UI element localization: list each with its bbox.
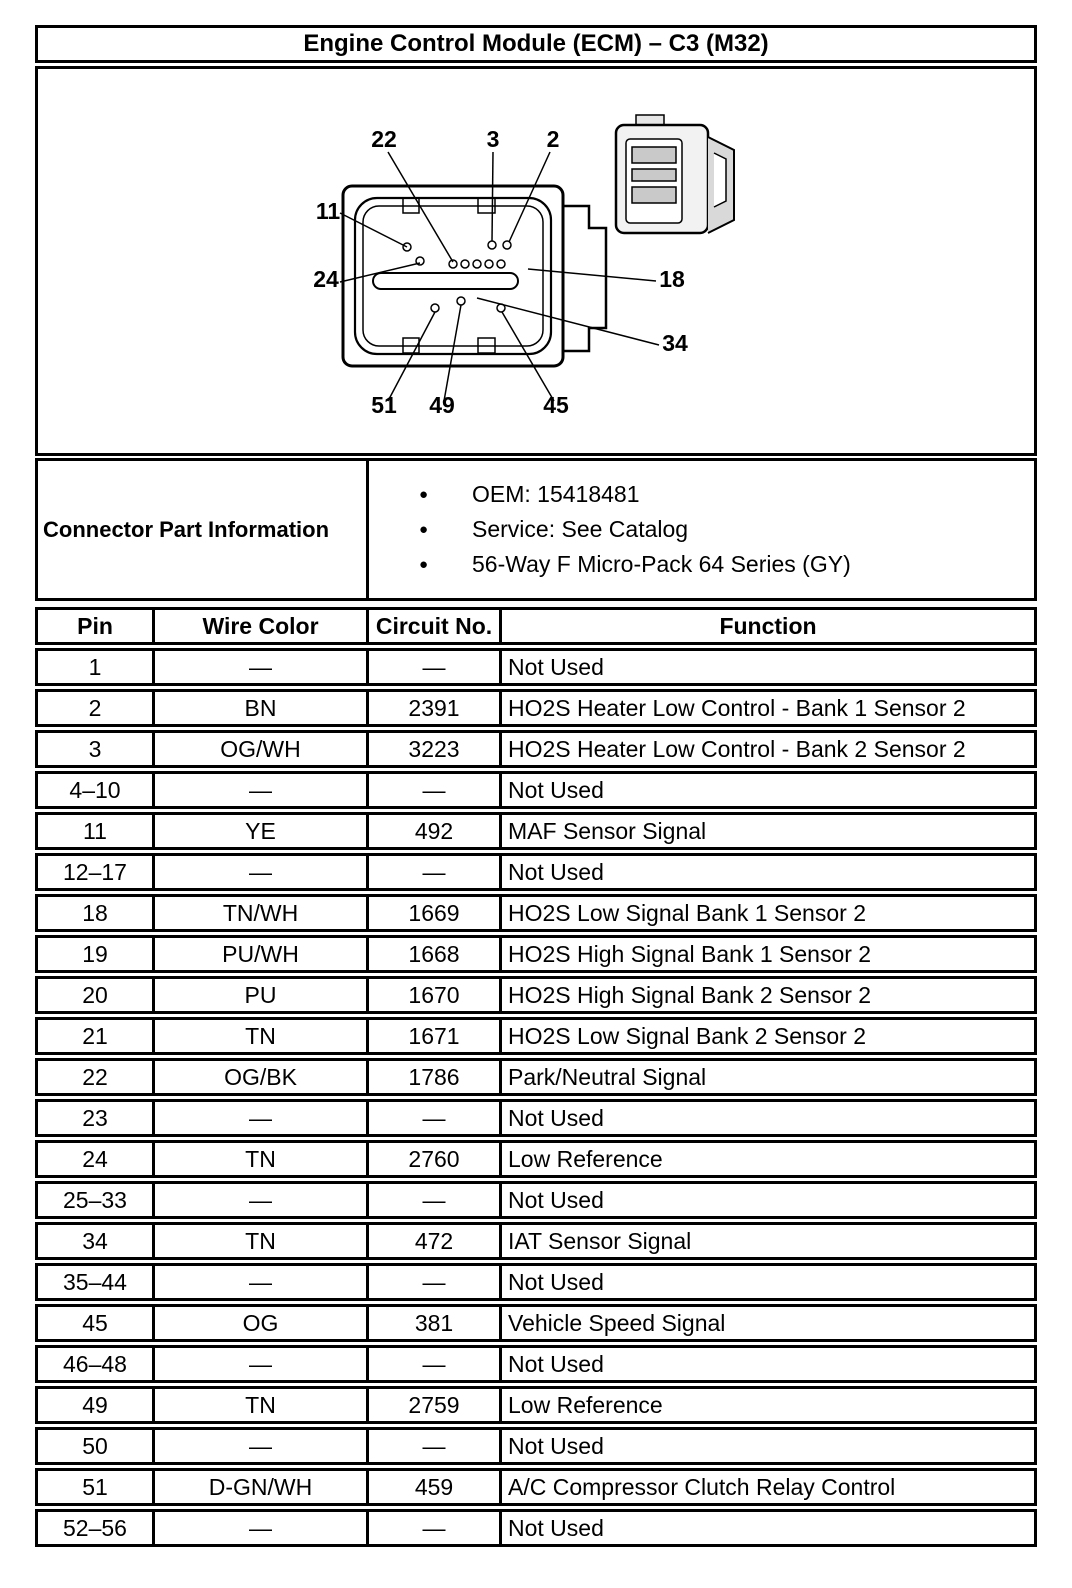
- circuit-no-cell: 1668: [369, 938, 502, 970]
- wire-color-cell: TN/WH: [155, 897, 369, 929]
- header-pin: Pin: [38, 610, 155, 642]
- function-cell: Not Used: [508, 1104, 604, 1131]
- table-row: [35, 1181, 1037, 1219]
- pin-callout-label: 22: [371, 126, 397, 152]
- function-cell: HO2S Heater Low Control - Bank 2 Sensor 2: [508, 735, 966, 762]
- circuit-no-cell: —: [369, 651, 502, 683]
- part-info-details: [369, 458, 1037, 601]
- circuit-no-cell: 3223: [369, 733, 502, 765]
- pin-cell: 1: [38, 651, 155, 683]
- circuit-no-cell: 1669: [369, 897, 502, 929]
- table-row: [35, 1017, 1037, 1055]
- pin-cell: 35–44: [38, 1266, 155, 1298]
- wire-color-cell: —: [155, 856, 369, 888]
- connector-flange: [563, 206, 606, 351]
- function-cell: Low Reference: [508, 1145, 663, 1172]
- bullet-icon: ●: [419, 556, 429, 573]
- part-info-bullet-text: 56-Way F Micro-Pack 64 Series (GY): [472, 551, 851, 577]
- function-cell: Not Used: [508, 858, 604, 885]
- header-circuit-no: Circuit No.: [369, 610, 502, 642]
- pin-cell: 52–56: [38, 1512, 155, 1544]
- function-cell: Not Used: [508, 653, 604, 680]
- function-cell: Not Used: [508, 1268, 604, 1295]
- function-cell: Not Used: [508, 1350, 604, 1377]
- wire-color-cell: —: [155, 1348, 369, 1380]
- part-info-bullet: [369, 512, 1034, 547]
- function-cell: Not Used: [508, 1186, 604, 1213]
- circuit-no-cell: 381: [369, 1307, 502, 1339]
- pinout-table: [35, 607, 1037, 1547]
- table-row: [35, 1058, 1037, 1096]
- pin-cell: 51: [38, 1471, 155, 1503]
- connector-diagram-box: [35, 66, 1037, 456]
- pin-cell: 49: [38, 1389, 155, 1421]
- connector-pins: [403, 241, 511, 312]
- table-row: [35, 1140, 1037, 1178]
- table-row: [35, 1345, 1037, 1383]
- pin-cell: 19: [38, 938, 155, 970]
- pin-cell: 12–17: [38, 856, 155, 888]
- wire-color-cell: PU/WH: [155, 938, 369, 970]
- circuit-no-cell: 2391: [369, 692, 502, 724]
- table-header-row: [35, 607, 1037, 645]
- circuit-no-cell: 1786: [369, 1061, 502, 1093]
- function-cell: IAT Sensor Signal: [508, 1227, 692, 1254]
- function-cell: Not Used: [508, 1432, 604, 1459]
- function-cell: HO2S Heater Low Control - Bank 1 Sensor 2: [508, 694, 966, 721]
- function-cell: MAF Sensor Signal: [508, 817, 707, 844]
- circuit-no-cell: 492: [369, 815, 502, 847]
- pin-callout-label: 45: [543, 392, 569, 418]
- table-row: [35, 648, 1037, 686]
- wire-color-cell: BN: [155, 692, 369, 724]
- circuit-no-cell: 459: [369, 1471, 502, 1503]
- connector-front-view: [343, 186, 606, 366]
- function-cell: Park/Neutral Signal: [508, 1063, 707, 1090]
- pin-callout-label: 3: [486, 126, 500, 152]
- pin-cell: 45: [38, 1307, 155, 1339]
- table-row: [35, 1304, 1037, 1342]
- wire-color-cell: —: [155, 1430, 369, 1462]
- pin-callout-label: 51: [371, 392, 397, 418]
- table-row: [35, 1386, 1037, 1424]
- pin-cell: 34: [38, 1225, 155, 1257]
- table-row: [35, 935, 1037, 973]
- page-title: Engine Control Module (ECM) – C3 (M32): [35, 25, 1037, 63]
- bullet-icon: ●: [419, 521, 429, 538]
- pin-cell: 4–10: [38, 774, 155, 806]
- header-function: Function: [719, 612, 817, 639]
- pin-cell: 21: [38, 1020, 155, 1052]
- pin-callout-label: 34: [662, 330, 688, 356]
- connector-slot: [373, 273, 518, 289]
- function-cell: Low Reference: [508, 1391, 663, 1418]
- part-info-bullet: [369, 547, 1034, 582]
- callout-leader-lines: [340, 152, 659, 401]
- pin-callout-label: 2: [546, 126, 560, 152]
- table-row: [35, 812, 1037, 850]
- wire-color-cell: OG: [155, 1307, 369, 1339]
- part-info-label: Connector Part Information: [35, 458, 369, 601]
- connector-diagram: [296, 95, 756, 440]
- function-cell: HO2S High Signal Bank 2 Sensor 2: [508, 981, 872, 1008]
- pin-cell: 23: [38, 1102, 155, 1134]
- wire-color-cell: —: [155, 1266, 369, 1298]
- wire-color-cell: TN: [155, 1143, 369, 1175]
- pin-cell: 25–33: [38, 1184, 155, 1216]
- circuit-no-cell: —: [369, 1184, 502, 1216]
- pin-cell: 11: [38, 815, 155, 847]
- circuit-no-cell: 2760: [369, 1143, 502, 1175]
- table-row: [35, 730, 1037, 768]
- circuit-no-cell: —: [369, 1348, 502, 1380]
- pin-cell: 3: [38, 733, 155, 765]
- table-row: [35, 1509, 1037, 1547]
- pin-callout-label: 11: [315, 198, 341, 224]
- table-row: [35, 771, 1037, 809]
- circuit-no-cell: 2759: [369, 1389, 502, 1421]
- part-info-bullet-text: Service: See Catalog: [472, 516, 689, 542]
- pin-cell: 24: [38, 1143, 155, 1175]
- pin-cell: 2: [38, 692, 155, 724]
- wire-color-cell: —: [155, 1512, 369, 1544]
- pin-cell: 22: [38, 1061, 155, 1093]
- circuit-no-cell: 472: [369, 1225, 502, 1257]
- pin-callout-label: 18: [659, 266, 685, 292]
- pin-cell: 50: [38, 1430, 155, 1462]
- pin-callout-label: 49: [429, 392, 455, 418]
- function-cell: Not Used: [508, 1514, 604, 1541]
- function-cell: HO2S Low Signal Bank 2 Sensor 2: [508, 1022, 866, 1049]
- wire-color-cell: D-GN/WH: [155, 1471, 369, 1503]
- wire-color-cell: PU: [155, 979, 369, 1011]
- wire-color-cell: —: [155, 651, 369, 683]
- wire-color-cell: YE: [155, 815, 369, 847]
- circuit-no-cell: —: [369, 1102, 502, 1134]
- table-row: [35, 1099, 1037, 1137]
- wire-color-cell: —: [155, 1184, 369, 1216]
- table-row: [35, 1427, 1037, 1465]
- pin-callout-label: 24: [313, 266, 339, 292]
- bullet-icon: ●: [419, 486, 429, 503]
- circuit-no-cell: —: [369, 1512, 502, 1544]
- circuit-no-cell: 1670: [369, 979, 502, 1011]
- table-row: [35, 1468, 1037, 1506]
- pin-cell: 46–48: [38, 1348, 155, 1380]
- function-cell: A/C Compressor Clutch Relay Control: [508, 1473, 896, 1500]
- part-info-bullet-text: OEM: 15418481: [472, 481, 640, 507]
- wire-color-cell: TN: [155, 1020, 369, 1052]
- connector-side-view: [616, 115, 734, 233]
- circuit-no-cell: —: [369, 856, 502, 888]
- wire-color-cell: OG/BK: [155, 1061, 369, 1093]
- table-row: [35, 976, 1037, 1014]
- header-wire-color: Wire Color: [155, 610, 369, 642]
- table-row: [35, 689, 1037, 727]
- pin-cell: 20: [38, 979, 155, 1011]
- part-info-bullet: [369, 477, 1034, 512]
- wire-color-cell: TN: [155, 1389, 369, 1421]
- function-cell: HO2S Low Signal Bank 1 Sensor 2: [508, 899, 866, 926]
- pin-cell: 18: [38, 897, 155, 929]
- function-cell: Not Used: [508, 776, 604, 803]
- wire-color-cell: —: [155, 774, 369, 806]
- table-row: [35, 1263, 1037, 1301]
- circuit-no-cell: —: [369, 1266, 502, 1298]
- wire-color-cell: TN: [155, 1225, 369, 1257]
- wire-color-cell: OG/WH: [155, 733, 369, 765]
- wire-color-cell: —: [155, 1102, 369, 1134]
- circuit-no-cell: —: [369, 774, 502, 806]
- table-row: [35, 894, 1037, 932]
- circuit-no-cell: —: [369, 1430, 502, 1462]
- table-row: [35, 853, 1037, 891]
- connector-part-info-row: [35, 458, 1037, 601]
- table-row: [35, 1222, 1037, 1260]
- function-cell: HO2S High Signal Bank 1 Sensor 2: [508, 940, 872, 967]
- function-cell: Vehicle Speed Signal: [508, 1309, 726, 1336]
- circuit-no-cell: 1671: [369, 1020, 502, 1052]
